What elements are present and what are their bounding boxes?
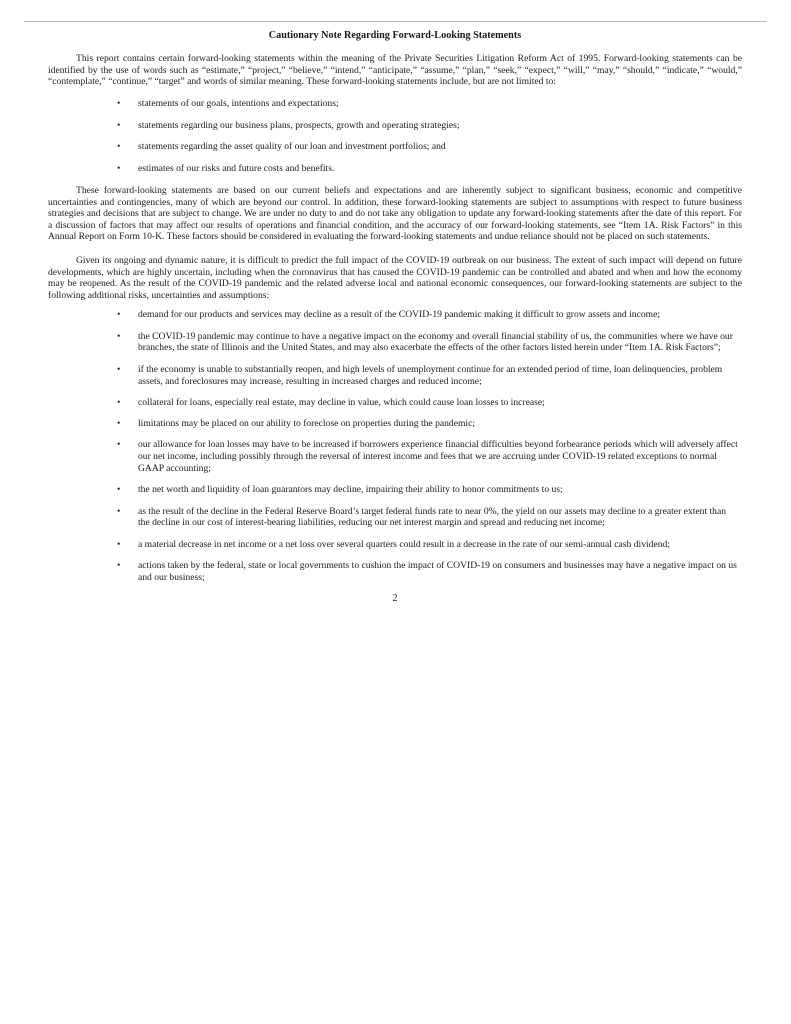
bullet-icon: • (117, 330, 121, 342)
forward-looking-bullet-list (48, 98, 742, 175)
bullet-icon: • (117, 163, 121, 175)
list-item (48, 560, 742, 584)
list-item (48, 506, 742, 530)
list-item (48, 364, 742, 388)
beliefs-paragraph: These forward-looking statements are based on our current beliefs and expectations and are inherently subject to significant business, economic and competitive uncertainties and contingencies, many of which are beyond our control. In addition, these forward-looking statements are subject to assumptions with respect to future business strategies and decisions that are subject to change. We are under no duty to and do not take any obligation to update any forward-looking statements after the date of this report. For a discussion of factors that may affect our results of operations and financial condition, and the accuracy of our forward-looking statements, see “Item 1A. Risk Factors” in this Annual Report on Form 10-K. These factors should be considered in evaluating the forward-looking statements and undue reliance should not be placed on such statements. (48, 184, 742, 243)
bullet-icon: • (117, 141, 121, 153)
list-item-text: statements regarding our business plans, prospects, growth and operating strategies; (138, 119, 460, 131)
list-item-text: collateral for loans, especially real estate, may decline in value, which could cause loan losses to increase; (138, 396, 545, 408)
list-item-text: actions taken by the federal, state or local governments to cushion the impact of COVID-19 on consumers and businesses may have a negative impact on us and our business; (138, 559, 737, 583)
section-title: Cautionary Note Regarding Forward-Looking Statements (268, 30, 522, 41)
list-item-text: statements regarding the asset quality of our loan and investment portfolios; and (138, 141, 446, 153)
covid-risks-bullet-list (48, 309, 742, 583)
list-item-text: demand for our products and services may decline as a result of the COVID-19 pandemic making it difficult to grow assets and income; (138, 309, 661, 321)
bullet-icon: • (117, 439, 121, 451)
list-item (48, 331, 742, 355)
list-item (48, 163, 742, 175)
bullet-icon: • (117, 363, 121, 375)
page-number: 2 (392, 593, 398, 605)
list-item (48, 141, 742, 153)
list-item-text: statements of our goals, intentions and expectations; (138, 97, 339, 109)
list-item (48, 484, 742, 496)
document-page (48, 29, 742, 605)
list-item (48, 120, 742, 132)
list-item (48, 397, 742, 409)
bullet-icon: • (117, 418, 121, 430)
list-item-text: the COVID-19 pandemic may continue to have a negative impact on the economy and overall financial stability of us, the communities where we have our branches, the state of Illinois and the United States, and may also exacerbate the effects of the other factors listed herein under “Item 1A. Risk Factors”; (138, 330, 733, 354)
list-item (48, 439, 742, 474)
list-item (48, 98, 742, 110)
list-item-text: limitations may be placed on our ability to foreclose on properties during the pandemic; (138, 418, 476, 430)
bullet-icon: • (117, 309, 121, 321)
list-item-text: the net worth and liquidity of loan guarantors may decline, impairing their ability to honor commitments to us; (138, 484, 563, 496)
bullet-icon: • (117, 484, 121, 496)
list-item-text: our allowance for loan losses may have to be increased if borrowers experience financial difficulties beyond forbearance periods which will adversely affect our net income, including possibly through the reversal of interest income and fees that we are accruing under COVID-19 related exceptions to normal GAAP accounting; (138, 439, 738, 474)
bullet-icon: • (117, 119, 121, 131)
list-item-text: a material decrease in net income or a net loss over several quarters could result in a decrease in the rate of our semi-annual cash dividend; (138, 538, 670, 550)
list-item-text: if the economy is unable to substantially reopen, and high levels of unemployment continue for an extended period of time, loan delinquencies, problem assets, and foreclosures may increase, resulting in increased charges and reduced income; (138, 363, 723, 387)
bullet-icon: • (117, 538, 121, 550)
bullet-icon: • (117, 559, 121, 571)
top-divider (24, 21, 767, 22)
bullet-icon: • (117, 505, 121, 517)
covid-paragraph: Given its ongoing and dynamic nature, it is difficult to predict the full impact of the COVID-19 outbreak on our business. The extent of such impact will depend on future developments, which are highly uncertain, including when the coronavirus that has caused the COVID-19 pandemic can be controlled and abated and when and how the economy may be reopened. As the result of the COVID-19 pandemic and the related adverse local and national economic consequences, our forward-looking statements are subject to the following additional risks, uncertainties and assumptions: (48, 254, 742, 301)
list-item (48, 418, 742, 430)
bullet-icon: • (117, 396, 121, 408)
list-item (48, 309, 742, 321)
bullet-icon: • (117, 97, 121, 109)
list-item (48, 539, 742, 551)
list-item-text: as the result of the decline in the Federal Reserve Board’s target federal funds rate to near 0%, the yield on our assets may decline to a greater extent than the decline in our cost of interest-bearing liabilities, reducing our net interest margin and spread and reducing net income; (138, 505, 727, 529)
intro-paragraph: This report contains certain forward-looking statements within the meaning of the Private Securities Litigation Reform Act of 1995. Forward-looking statements can be identified by the use of words such as “estimate,” “project,” “believe,” “intend,” “anticipate,” “assume,” “plan,” “seek,” “expect,” “will,” “may,” “should,” “indicate,” “would,” “contemplate,” “continue,” “target” and words of similar meaning. These forward-looking statements include, but are not limited to: (48, 53, 742, 88)
list-item-text: estimates of our risks and future costs and benefits. (138, 163, 335, 175)
